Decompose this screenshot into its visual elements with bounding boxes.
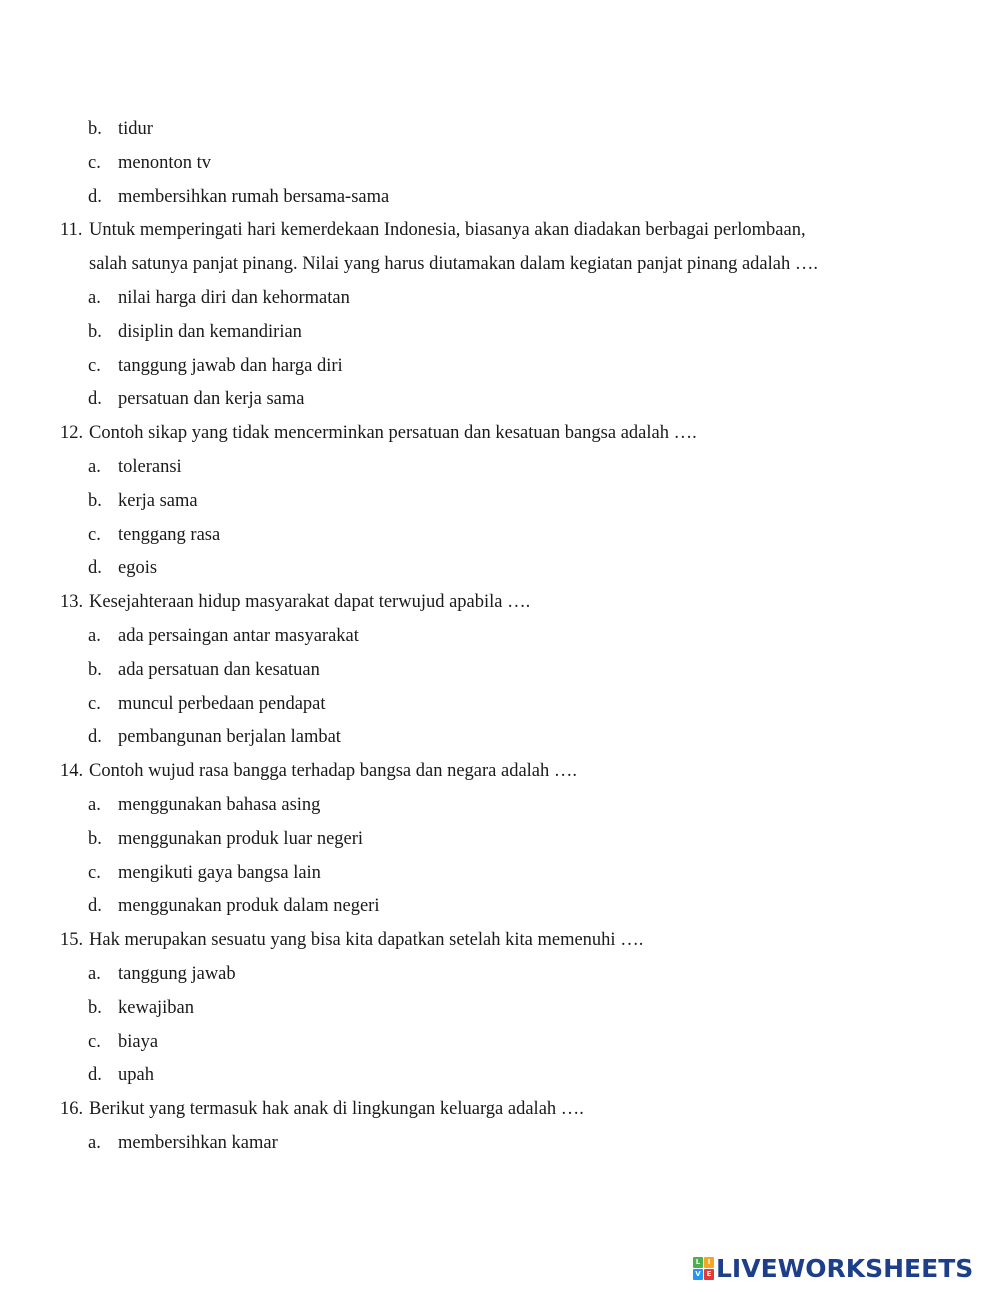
option-letter: d.: [88, 186, 102, 207]
option-text: tanggung jawab: [118, 964, 236, 984]
option-text: ada persaingan antar masyarakat: [118, 626, 359, 646]
option-text: disiplin dan kemandirian: [118, 321, 302, 342]
option-letter: b.: [88, 997, 102, 1018]
question-number: 11.: [60, 220, 83, 241]
option-text: kerja sama: [118, 490, 198, 511]
option-letter: a.: [88, 457, 101, 477]
option-text: upah: [118, 1065, 154, 1086]
question-text: Kesejahteraan hidup masyarakat dapat terwujud apabila ….: [89, 592, 531, 613]
option-letter: d.: [88, 727, 102, 748]
question-text: Untuk memperingati hari kemerdekaan Indonesia, biasanya akan diadakan berbagai perlombaan,: [89, 220, 806, 241]
option-text: menggunakan bahasa asing: [118, 795, 321, 815]
option-text: biaya: [118, 1031, 159, 1052]
option-letter: d.: [88, 1065, 102, 1086]
option-text: kewajiban: [118, 997, 195, 1018]
logo-tile: E: [704, 1269, 714, 1280]
option-text: nilai harga diri dan kehormatan: [118, 288, 350, 308]
option-text: membersihkan kamar: [118, 1133, 278, 1153]
option-text: egois: [118, 558, 158, 579]
option-letter: b.: [88, 828, 102, 849]
option-letter: a.: [88, 1133, 101, 1153]
option-letter: c.: [88, 524, 101, 545]
option-letter: b.: [88, 321, 102, 342]
option-text: persatuan dan kerja sama: [118, 389, 305, 410]
option-letter: a.: [88, 795, 101, 815]
logo-tile: L: [693, 1257, 703, 1268]
logo-tile: I: [704, 1257, 714, 1268]
option-letter: b.: [88, 119, 102, 139]
question-text: Contoh wujud rasa bangga terhadap bangsa dan negara adalah ….: [89, 761, 578, 782]
question-number: 14.: [60, 761, 84, 782]
option-text: menggunakan produk dalam negeri: [118, 896, 380, 917]
option-text: menggunakan produk luar negeri: [118, 828, 364, 849]
option-letter: a.: [88, 288, 101, 308]
option-letter: c.: [88, 862, 101, 883]
option-text: pembangunan berjalan lambat: [118, 727, 341, 748]
question-number: 15.: [60, 930, 84, 951]
option-text: mengikuti gaya bangsa lain: [118, 862, 321, 883]
question-number: 12.: [60, 423, 84, 444]
question-number: 13.: [60, 592, 84, 613]
question-number: 16.: [60, 1099, 84, 1120]
option-letter: c.: [88, 355, 101, 376]
option-text: menonton tv: [118, 152, 212, 173]
option-letter: c.: [88, 152, 101, 173]
option-text: tanggung jawab dan harga diri: [118, 355, 343, 376]
option-letter: b.: [88, 659, 102, 680]
option-text: tenggang rasa: [118, 524, 221, 545]
logo-text: LIVEWORKSHEETS: [716, 1254, 974, 1283]
option-letter: a.: [88, 964, 101, 984]
option-letter: c.: [88, 693, 101, 714]
liveworksheets-logo: [693, 1255, 973, 1283]
option-letter: b.: [88, 490, 102, 511]
option-letter: a.: [88, 626, 101, 646]
option-letter: d.: [88, 558, 102, 579]
option-letter: d.: [88, 389, 102, 410]
question-text: Berikut yang termasuk hak anak di lingkungan keluarga adalah ….: [89, 1099, 584, 1120]
question-text: Hak merupakan sesuatu yang bisa kita dapatkan setelah kita memenuhi ….: [89, 930, 644, 951]
question-text: salah satunya panjat pinang. Nilai yang harus diutamakan dalam kegiatan panjat pinang adalah ….: [89, 254, 818, 275]
option-letter: c.: [88, 1031, 101, 1052]
option-text: muncul perbedaan pendapat: [118, 693, 326, 714]
option-text: tidur: [118, 119, 153, 139]
question-text: Contoh sikap yang tidak mencerminkan persatuan dan kesatuan bangsa adalah ….: [89, 423, 697, 444]
option-letter: d.: [88, 896, 102, 917]
option-text: ada persatuan dan kesatuan: [118, 659, 320, 680]
option-text: toleransi: [118, 457, 182, 477]
logo-tile: V: [693, 1269, 703, 1280]
option-text: membersihkan rumah bersama-sama: [118, 186, 390, 207]
logo-tiles-icon: [693, 1257, 714, 1281]
